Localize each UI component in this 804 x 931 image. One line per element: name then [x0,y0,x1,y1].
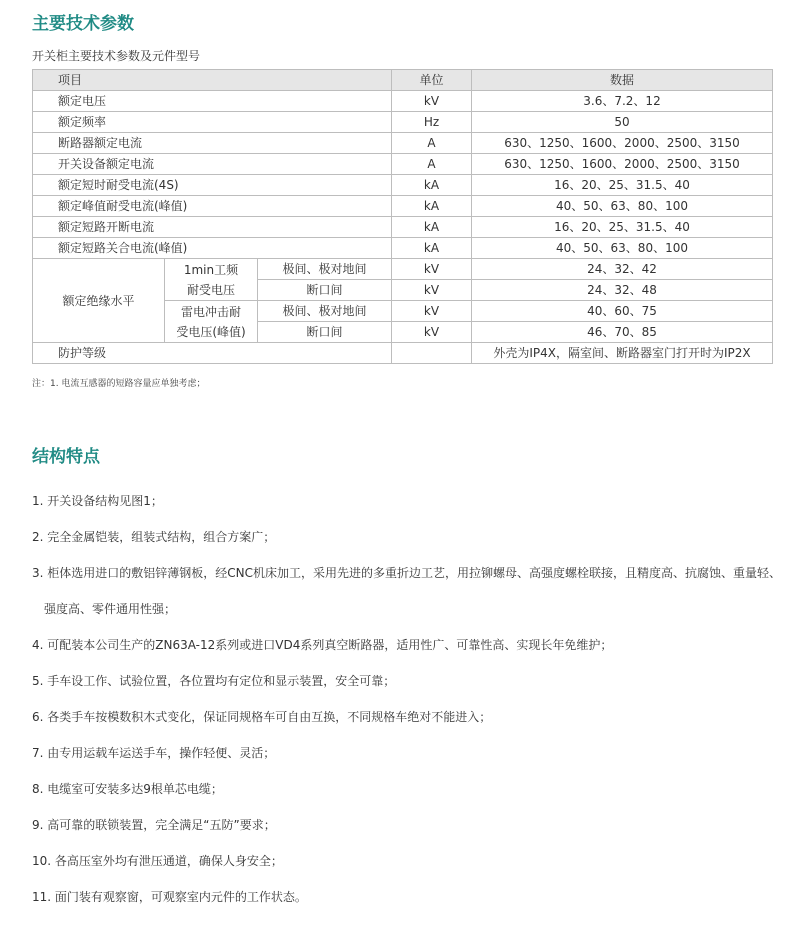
insulation-group-label [165,301,258,343]
insulation-group-label [165,259,258,301]
row-item: 额定短路开断电流 [33,217,392,238]
list-item [32,879,792,915]
feature-text: 9. 高可靠的联锁装置，完全满足“五防”要求； [32,818,276,832]
row-item: 断路器额定电流 [33,133,392,154]
row-unit: kV [392,280,472,301]
table-row [33,196,773,217]
list-item [32,699,792,735]
table-row [33,343,773,364]
row-unit [392,343,472,364]
insulation-item: 额定绝缘水平 [33,259,165,343]
header-unit: 单位 [392,70,472,91]
feature-text: 4. 可配装本公司生产的ZN63A-12系列或进口VD4系列真空断路器，适用性广、可靠性高、实现长年免维护； [32,638,613,652]
row-data: 24、32、48 [472,280,773,301]
row-item: 防护等级 [33,343,392,364]
list-item [32,663,792,699]
row-data: 外壳为IP4X，隔室间、断路器室门打开时为IP2X [472,343,773,364]
spec-table [32,69,773,364]
feature-text-continued: 强度高、零件通用性强； [44,602,177,616]
row-unit: Hz [392,112,472,133]
row-unit: kV [392,91,472,112]
row-item: 额定电压 [33,91,392,112]
list-item [32,771,792,807]
table-row [33,259,773,280]
table-row [33,133,773,154]
subrow-name: 极间、极对地间 [258,259,392,280]
row-data: 40、60、75 [472,301,773,322]
row-data: 40、50、63、80、100 [472,238,773,259]
row-unit: kV [392,259,472,280]
feature-list [32,483,792,915]
section-title-specs: 主要技术参数 [32,14,134,34]
feature-text: 11. 面门装有观察窗，可观察室内元件的工作状态。 [32,890,307,904]
table-footnote: 注：1. 电流互感器的短路容量应单独考虑； [32,379,206,389]
row-unit: kA [392,217,472,238]
group-label-line: 受电压(峰值) [176,324,246,339]
row-unit: kA [392,196,472,217]
list-item [32,519,792,555]
section-title-features: 结构特点 [32,447,100,467]
row-data: 16、20、25、31.5、40 [472,175,773,196]
row-data: 16、20、25、31.5、40 [472,217,773,238]
list-item [32,627,792,663]
feature-text: 3. 柜体选用进口的敷铝锌薄钢板，经CNC机床加工，采用先进的多重折边工艺，用拉铆螺母、高强度螺栓联接，且精度高、抗腐蚀、重量轻、 [32,566,782,580]
table-row [33,217,773,238]
list-item [32,843,792,879]
feature-text: 6. 各类手车按模数积木式变化，保证同规格车可自由互换，不同规格车绝对不能进入； [32,710,492,724]
row-unit: A [392,154,472,175]
feature-text: 8. 电缆室可安装多达9根单芯电缆； [32,782,223,796]
header-data: 数据 [472,70,773,91]
table-caption: 开关柜主要技术参数及元件型号 [32,49,201,63]
row-data: 3.6、7.2、12 [472,91,773,112]
subrow-name: 断口间 [258,280,392,301]
table-row [33,175,773,196]
row-item: 额定短路关合电流(峰值) [33,238,392,259]
row-data: 24、32、42 [472,259,773,280]
row-item: 额定短时耐受电流(4S) [33,175,392,196]
feature-text: 2. 完全金属铠装，组装式结构，组合方案广； [32,530,276,544]
row-data: 50 [472,112,773,133]
table-row [33,91,773,112]
row-unit: kV [392,322,472,343]
table-row [33,238,773,259]
list-item [32,555,792,627]
subrow-name: 极间、极对地间 [258,301,392,322]
list-item [32,735,792,771]
list-item [32,483,792,519]
table-header-row [33,70,773,91]
feature-text: 5. 手车设工作、试验位置，各位置均有定位和显示装置，安全可靠； [32,674,396,688]
row-data: 630、1250、1600、2000、2500、3150 [472,154,773,175]
row-data: 40、50、63、80、100 [472,196,773,217]
row-item: 额定频率 [33,112,392,133]
feature-text: 10. 各高压室外均有泄压通道，确保人身安全； [32,854,283,868]
row-data: 46、70、85 [472,322,773,343]
row-item: 开关设备额定电流 [33,154,392,175]
row-unit: kA [392,175,472,196]
row-item: 额定峰值耐受电流(峰值) [33,196,392,217]
row-data: 630、1250、1600、2000、2500、3150 [472,133,773,154]
table-row [33,112,773,133]
table-row [33,154,773,175]
row-unit: A [392,133,472,154]
list-item [32,807,792,843]
feature-text: 1. 开关设备结构见图1； [32,494,163,508]
feature-text: 7. 由专用运载车运送手车，操作轻便、灵活； [32,746,276,760]
row-unit: kA [392,238,472,259]
group-label-line: 雷电冲击耐 [180,304,241,319]
row-unit: kV [392,301,472,322]
group-label-line: 1min工频 [183,262,239,277]
group-label-line: 耐受电压 [186,282,235,297]
subrow-name: 断口间 [258,322,392,343]
header-item: 项目 [33,70,392,91]
